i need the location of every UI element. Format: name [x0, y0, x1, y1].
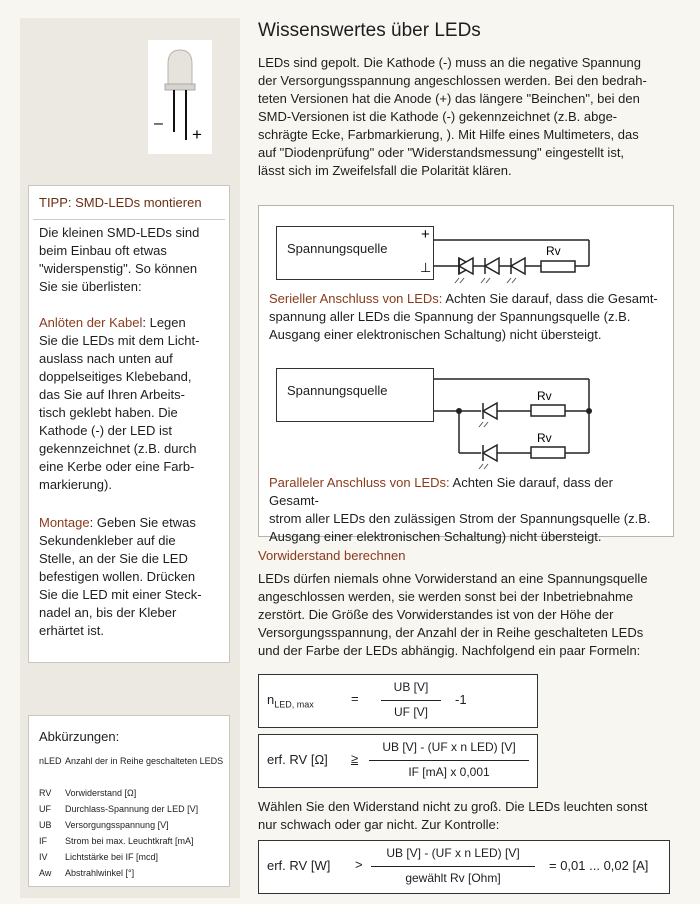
formula-numerator: UB [V] - (UF x n LED) [V]: [386, 846, 520, 860]
loeten-label: Anlöten der Kabel: [39, 315, 143, 330]
formula-numerator: UB [V] - (UF x n LED) [V]: [382, 740, 516, 754]
led-diode-2: [485, 258, 499, 274]
formula-tail: -1: [455, 692, 467, 707]
gt-sign: >: [355, 857, 363, 872]
resistor-serial: [541, 261, 575, 272]
montage-label: Montage: [39, 515, 90, 530]
led-diode-parallel-2: [483, 445, 497, 461]
formula-denominator: IF [mA] x 0,001: [408, 765, 490, 779]
circuit-diagram-box: [258, 205, 674, 544]
page-title: Wissenswertes über LEDs: [258, 20, 481, 41]
led-diode-parallel-1: [483, 403, 497, 419]
formula-tail: = 0,01 ... 0,02 [A]: [549, 858, 649, 873]
tip-box: [28, 185, 230, 663]
rv-label-parallel-2: Rv: [537, 431, 552, 445]
abbreviations-box: Abkürzungen: nLED Anzahl der in Reihe geschalteten LEDS RV Vorwiderstand [Ω] UF Durchlass-Spannung der LED [V] UB Versorgungsspannung [V] IF Strom bei max. Leuchtkraft [mA] IV Lichtstärke bei IF [mcd] Aw Abstrahlwinkel [°]: [28, 715, 230, 887]
formula-denominator: gewählt Rv [Ohm]: [405, 871, 501, 885]
fraction-bar: [371, 866, 535, 867]
tip-title: TIPP: SMD-LEDs montieren: [39, 195, 202, 210]
led-icon: [148, 40, 212, 154]
formula-numerator: UB [V]: [393, 680, 429, 694]
led-diode-3: [511, 258, 525, 274]
voltage-source-parallel: Spannungsquelle: [276, 368, 434, 422]
parallel-caption: Paralleler Anschluss von LEDs: Achten Sie darauf, dass der Gesamt- strom aller LEDs den zulässigen Strom der Spannungsquelle (z.B. Ausgang einer elektronischen Schaltung) nicht übersteigt.: [269, 475, 651, 544]
plus-sign: +: [192, 125, 202, 144]
fraction-bar: [381, 700, 441, 701]
minus-sign: –: [154, 115, 163, 132]
kontrolle-paragraph: Wählen Sie den Widerstand nicht zu groß. Die LEDs leuchten sonst nur schwach oder gar nicht. Zur Kontrolle:: [258, 799, 648, 832]
equals-sign: =: [351, 691, 359, 706]
formula-lhs: erf. RV [W]: [267, 858, 331, 873]
formula-lhs: $n_{LED, max}$: [267, 692, 314, 710]
rv-label-serial: Rv: [546, 244, 561, 258]
plus-terminal-serial: +: [421, 226, 430, 243]
tip-montage: Montage: Geben Sie etwas Sekundenkleber auf die Stelle, an der Sie die LED befestigen wollen. Drücken Sie die LED mit einer Steck- nadel an, bis der Kleber erhärtet ist.: [39, 515, 202, 638]
abbreviations-title: Abkürzungen:: [39, 729, 120, 744]
formula-power: [258, 840, 670, 894]
gte-sign: ≥: [351, 751, 359, 766]
serial-caption: Serieller Anschluss von LEDs: Achten Sie darauf, dass die Gesamt- spannung aller LEDs die Spannung der Spannungsquelle (z.B. Ausgang einer elektronischen Schaltung) nicht übersteigt.: [269, 291, 658, 342]
vorwiderstand-paragraph: LEDs dürfen niemals ohne Vorwiderstand an eine Spannungsquelle angeschlossen werden, sie werden sonst bei der Inbetriebnahme zerstört. Die Größe des Vorwiderstandes ist von der Höhe der Versorgungsspannung, der Anzahl der in Reihe geschalteten LEDs und der Farbe der LEDs abhängig. Nachfolgend ein paar Formeln:: [258, 571, 648, 658]
formula-denominator: UF [V]: [393, 705, 428, 719]
led-icon-box: [148, 40, 212, 154]
tip-loeten: Anlöten der Kabel: Legen Sie die LEDs mit dem Licht- auslass nach unten auf doppelseitiges Klebeband, das Sie auf Ihren Arbeits- tisch geklebt haben. Die Kathode (-) der LED ist gekennzeichnet (z.B. durch eine Kerbe oder eine Farb- markierung).: [39, 315, 200, 492]
formula-max-leds: [258, 674, 538, 728]
resistor-parallel-2: [531, 447, 565, 458]
intro-paragraph: LEDs sind gepolt. Die Kathode (-) muss an die negative Spannung der Versorgungsspannung angeschlossen werden. Bei den bedrah- teten Versionen hat die Anode (+) das längere "Beinchen", bei den SMD-Versionen ist die Kathode (-) gekennzeichnet (z.B. abge- schrägte Ecke, Farbmarkierung, ). Mit Hilfe eines Multimeters, das auf "Diodenprüfung" oder "Widerstandsmessung" eingestellt ist, lässt sich im Zweifelsfall die Polarität klären.: [258, 55, 647, 178]
voltage-source-serial: Spannungsquelle: [276, 226, 434, 280]
tip-intro: Die kleinen SMD-LEDs sind beim Einbau oft etwas "widerspenstig". So können Sie sie überlisten:: [39, 225, 200, 294]
ground-terminal-serial: ⊥: [420, 260, 432, 275]
fraction-bar: [369, 760, 529, 761]
formula-resistor: [258, 734, 538, 788]
divider: [33, 219, 225, 220]
vorwiderstand-heading: Vorwiderstand berechnen: [258, 548, 406, 563]
resistor-parallel-1: [531, 405, 565, 416]
rv-label-parallel-1: Rv: [537, 389, 552, 403]
led-diode-1: [459, 258, 473, 274]
formula-lhs: erf. RV [Ω]: [267, 752, 328, 767]
